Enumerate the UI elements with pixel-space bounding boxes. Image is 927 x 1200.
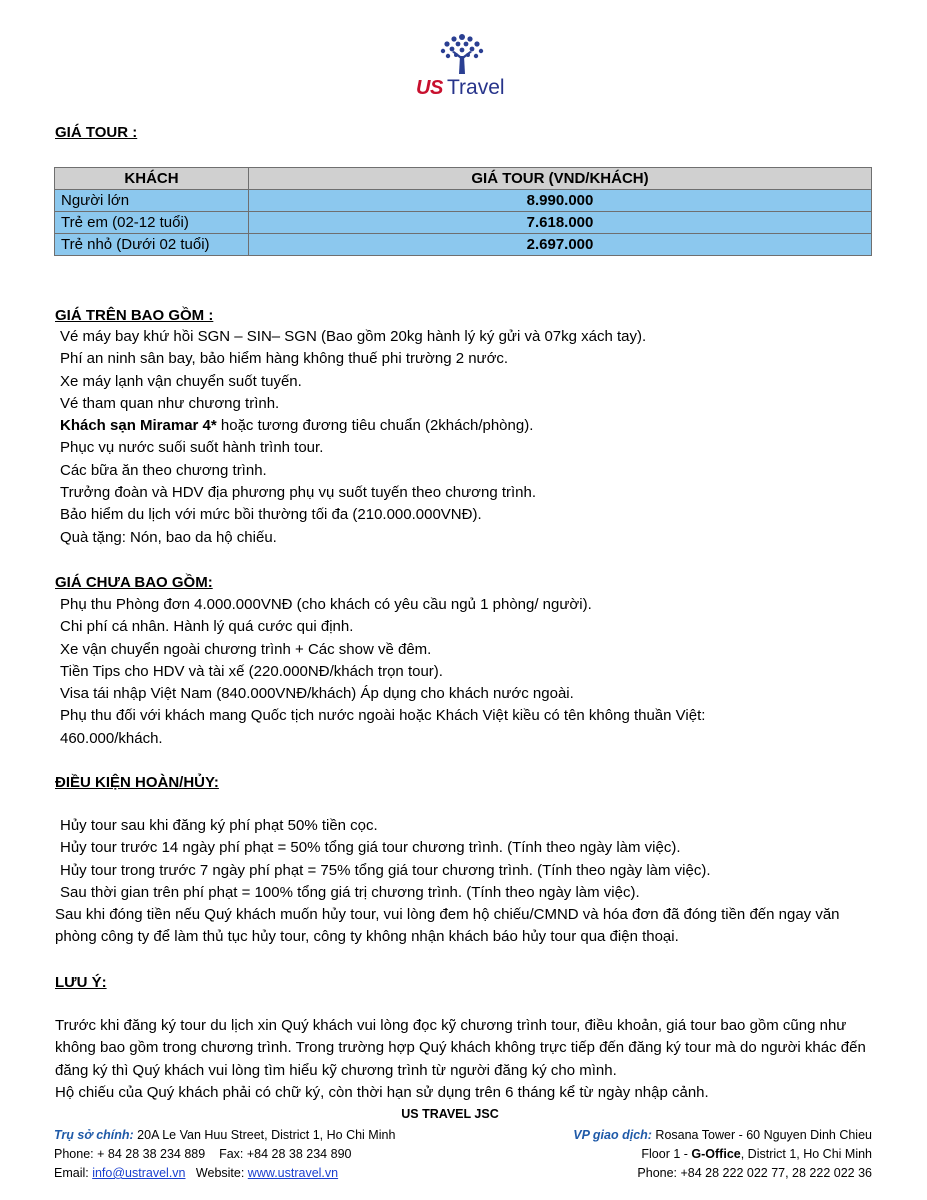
office-district: , District 1, Ho Chi Minh — [740, 1147, 872, 1161]
table-row — [55, 212, 872, 234]
list-item: Vé máy bay khứ hồi SGN – SIN– SGN (Bao gồm 20kg hành lý ký gửi và 07kg xách tay). — [60, 328, 647, 345]
price-table — [54, 167, 872, 256]
table-row — [55, 234, 872, 256]
list-item: Bảo hiểm du lịch với mức bồi thường tối đa (210.000.000VNĐ). — [60, 506, 482, 524]
office-floor-line — [641, 1145, 872, 1164]
price-cell: 7.618.000 — [249, 212, 872, 234]
price-cell: 2.697.000 — [249, 234, 872, 256]
office-label: VP giao dịch: — [573, 1128, 652, 1142]
us-travel-logo — [410, 32, 520, 100]
list-item — [60, 415, 646, 437]
table-header-row — [55, 168, 872, 190]
list-item: Các bữa ăn theo chương trình. — [60, 461, 267, 479]
guest-type-cell: Người lớn — [55, 190, 249, 212]
hq-address: 20A Le Van Huu Street, District 1, Ho Chi Minh — [133, 1128, 396, 1142]
cancel-heading: ĐIỀU KIỆN HOÀN/HỦY: — [55, 774, 219, 791]
list-item: Phụ thu Phòng đơn 4.000.000VNĐ (cho khách có yêu cầu ngủ 1 phòng/ người). — [60, 596, 592, 613]
phone-fax: Phone: + 84 28 38 234 889 Fax: +84 28 38 234 890 — [54, 1147, 352, 1161]
contact-line — [54, 1164, 338, 1183]
column-header-price: GIÁ TOUR (VND/KHÁCH) — [249, 168, 872, 190]
column-header-guest: KHÁCH — [55, 168, 249, 190]
email-link[interactable]: info@ustravel.vn — [92, 1166, 186, 1180]
list-item: Phục vụ nước suối suốt hành trình tour. — [60, 439, 324, 457]
list-item: Sau thời gian trên phí phạt = 100% tổng giá trị chương trình. (Tính theo ngày làm việc). — [60, 883, 640, 901]
list-item: Xe vận chuyển ngoài chương trình + Các show về đêm. — [60, 640, 432, 658]
website-label: Website: — [185, 1166, 248, 1180]
list-item: Trưởng đoàn và HDV địa phương phụ vụ suốt tuyến theo chương trình. — [60, 484, 537, 502]
note-passport-paragraph: Hộ chiếu của Quý khách phải có chữ ký, còn thời hạn sử dụng trên 6 tháng kể từ ngày nhập cảnh. — [55, 1084, 709, 1101]
list-item: Chi phí cá nhân. Hành lý quá cước qui định. — [60, 618, 354, 636]
table-row — [55, 190, 872, 212]
office-address-line — [573, 1126, 872, 1145]
list-item: Tiền Tips cho HDV và tài xế (220.000NĐ/khách trọn tour). — [60, 662, 443, 680]
list-item: Quà tặng: Nón, bao da hộ chiếu. — [60, 528, 277, 546]
note-paragraph: Trước khi đăng ký tour du lịch xin Quý khách vui lòng đọc kỹ chương trình tour, điều khoản, giá tour bao gồm cũng như không bao gồm trong chương trình. Trong trường hợp Quý khách không trực tiếp đến đăng ký tour mà do người khác đến đăng ký thì Quý khách vui lòng tìm hiểu kỹ chương trình từ người đăng ký cho mình. — [55, 1017, 866, 1079]
list-item: Visa tái nhập Việt Nam (840.000VNĐ/khách) Áp dụng cho khách nước ngoài. — [60, 685, 574, 703]
office-address: Rosana Tower - 60 Nguyen Dinh Chieu — [651, 1128, 872, 1142]
hq-label: Trụ sở chính: — [54, 1128, 134, 1142]
website-link[interactable]: www.ustravel.vn — [247, 1166, 339, 1180]
hq-address-line — [54, 1126, 395, 1145]
email-label: Email: — [54, 1166, 93, 1180]
office-phone: Phone: +84 28 222 022 77, 28 222 022 36 — [637, 1166, 872, 1180]
tree-icon — [438, 32, 486, 76]
excluded-list — [60, 594, 705, 750]
excluded-heading: GIÁ CHƯA BAO GỒM: — [55, 574, 213, 591]
list-item: Hủy tour trước 14 ngày phí phạt = 50% tổng giá tour chương trình. (Tính theo ngày làm việc). — [60, 839, 681, 857]
hotel-name: Khách sạn Miramar 4* — [60, 417, 217, 435]
office-floor-text: Floor 1 - — [641, 1147, 692, 1161]
list-item: 460.000/khách. — [60, 729, 163, 747]
company-name: US TRAVEL JSC — [401, 1107, 499, 1121]
list-item: Vé tham quan như chương trình. — [60, 394, 280, 412]
list-item: Hủy tour sau khi đăng ký phí phạt 50% tiền cọc. — [60, 817, 378, 834]
included-list — [60, 326, 646, 549]
footer — [54, 1126, 872, 1183]
cancel-paragraph: Sau khi đóng tiền nếu Quý khách muốn hủy tour, vui lòng đem hộ chiếu/CMND và hóa đơn đã đóng tiền đến ngay văn phòng công ty để làm thủ tục hủy tour, công ty không nhận khách báo hủy tour qua điện thoại. — [55, 906, 840, 946]
guest-type-cell: Trẻ nhỏ (Dưới 02 tuổi) — [55, 234, 249, 256]
office-brand: G-Office — [691, 1147, 741, 1161]
logo-us-text: US — [416, 77, 443, 99]
logo-travel-text: Travel — [446, 76, 505, 99]
cancel-list — [60, 815, 711, 904]
price-heading: GIÁ TOUR : — [55, 124, 138, 141]
hotel-detail: hoặc tương đương tiêu chuẩn (2khách/phòng). — [220, 417, 534, 435]
list-item: Phụ thu đối với khách mang Quốc tịch nước ngoài hoặc Khách Việt kiều có tên không thuần Việt: — [60, 707, 706, 725]
price-cell: 8.990.000 — [249, 190, 872, 212]
included-heading: GIÁ TRÊN BAO GỒM : — [55, 307, 214, 324]
list-item: Xe máy lạnh vận chuyển suốt tuyến. — [60, 372, 302, 390]
list-item: Hủy tour trong trước 7 ngày phí phạt = 75% tổng giá tour chương trình. (Tính theo ngày làm việc). — [60, 861, 711, 879]
list-item: Phí an ninh sân bay, bảo hiểm hàng không thuế phi trường 2 nước. — [60, 350, 509, 368]
guest-type-cell: Trẻ em (02-12 tuổi) — [55, 212, 249, 234]
note-heading: LƯU Ý: — [55, 974, 107, 991]
